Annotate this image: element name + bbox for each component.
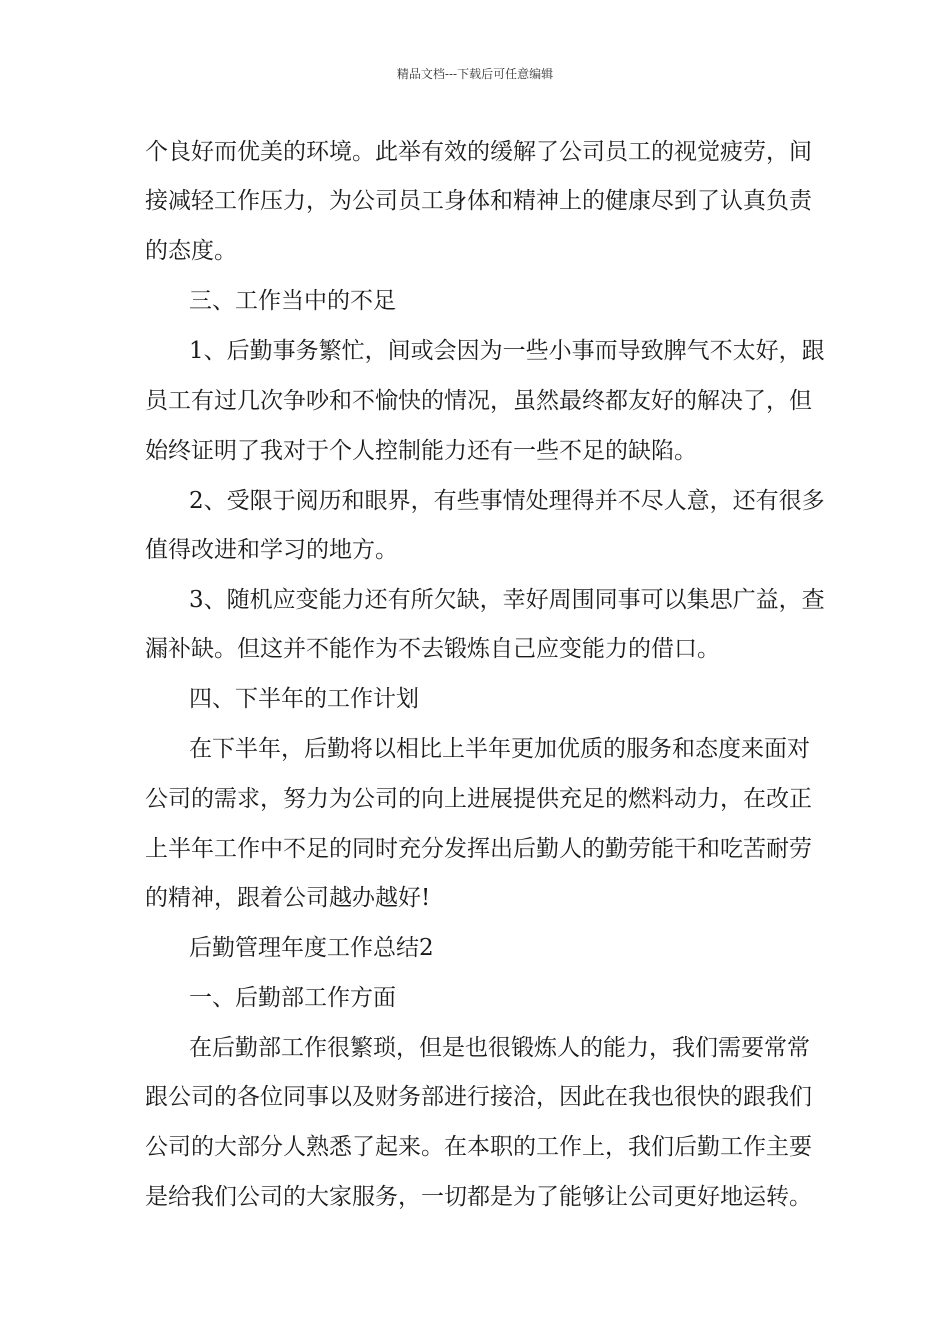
paragraph-line: 的态度。 <box>145 238 237 264</box>
paragraph-line: 始终证明了我对于个人控制能力还有一些不足的缺陷。 <box>145 438 697 464</box>
section-heading: 一、后勤部工作方面 <box>189 985 396 1011</box>
paragraph-line: 跟公司的各位同事以及财务部进行接洽，因此在我也很快的跟我们 <box>145 1084 812 1110</box>
paragraph-line: 3、随机应变能力还有所欠缺，幸好周围同事可以集思广益，查 <box>189 587 825 613</box>
paragraph-line: 是给我们公司的大家服务，一切都是为了能够让公司更好地运转。 <box>145 1184 812 1210</box>
paragraph-line: 个良好而优美的环境。此举有效的缓解了公司员工的视觉疲劳，间 <box>145 139 812 165</box>
page-header: 精品文档---下载后可任意编辑 <box>396 67 554 81</box>
section-heading: 三、工作当中的不足 <box>189 288 396 314</box>
paragraph-line: 公司的需求，努力为公司的向上进展提供充足的燃料动力，在改正 <box>145 786 812 812</box>
paragraph-line: 员工有过几次争吵和不愉快的情况，虽然最终都友好的解决了，但 <box>145 388 812 414</box>
section-heading: 四、下半年的工作计划 <box>189 686 419 712</box>
paragraph-line: 的精神，跟着公司越办越好! <box>145 885 431 911</box>
paragraph-line: 在后勤部工作很繁琐，但是也很锻炼人的能力，我们需要常常 <box>189 1035 810 1061</box>
paragraph-line: 值得改进和学习的地方。 <box>145 537 398 563</box>
paragraph-line: 1、后勤事务繁忙，间或会因为一些小事而导致脾气不太好，跟 <box>189 338 825 364</box>
paragraph-line: 公司的大部分人熟悉了起来。在本职的工作上，我们后勤工作主要 <box>145 1134 812 1160</box>
document-subtitle: 后勤管理年度工作总结2 <box>189 935 434 961</box>
paragraph-line: 接减轻工作压力，为公司员工身体和精神上的健康尽到了认真负责 <box>145 188 812 214</box>
paragraph-line: 在下半年，后勤将以相比上半年更加优质的服务和态度来面对 <box>189 736 810 762</box>
paragraph-line: 漏补缺。但这并不能作为不去锻炼自己应变能力的借口。 <box>145 636 720 662</box>
paragraph-line: 2、受限于阅历和眼界，有些事情处理得并不尽人意，还有很多 <box>189 488 825 514</box>
paragraph-line: 上半年工作中不足的同时充分发挥出后勤人的勤劳能干和吃苦耐劳 <box>145 836 812 862</box>
